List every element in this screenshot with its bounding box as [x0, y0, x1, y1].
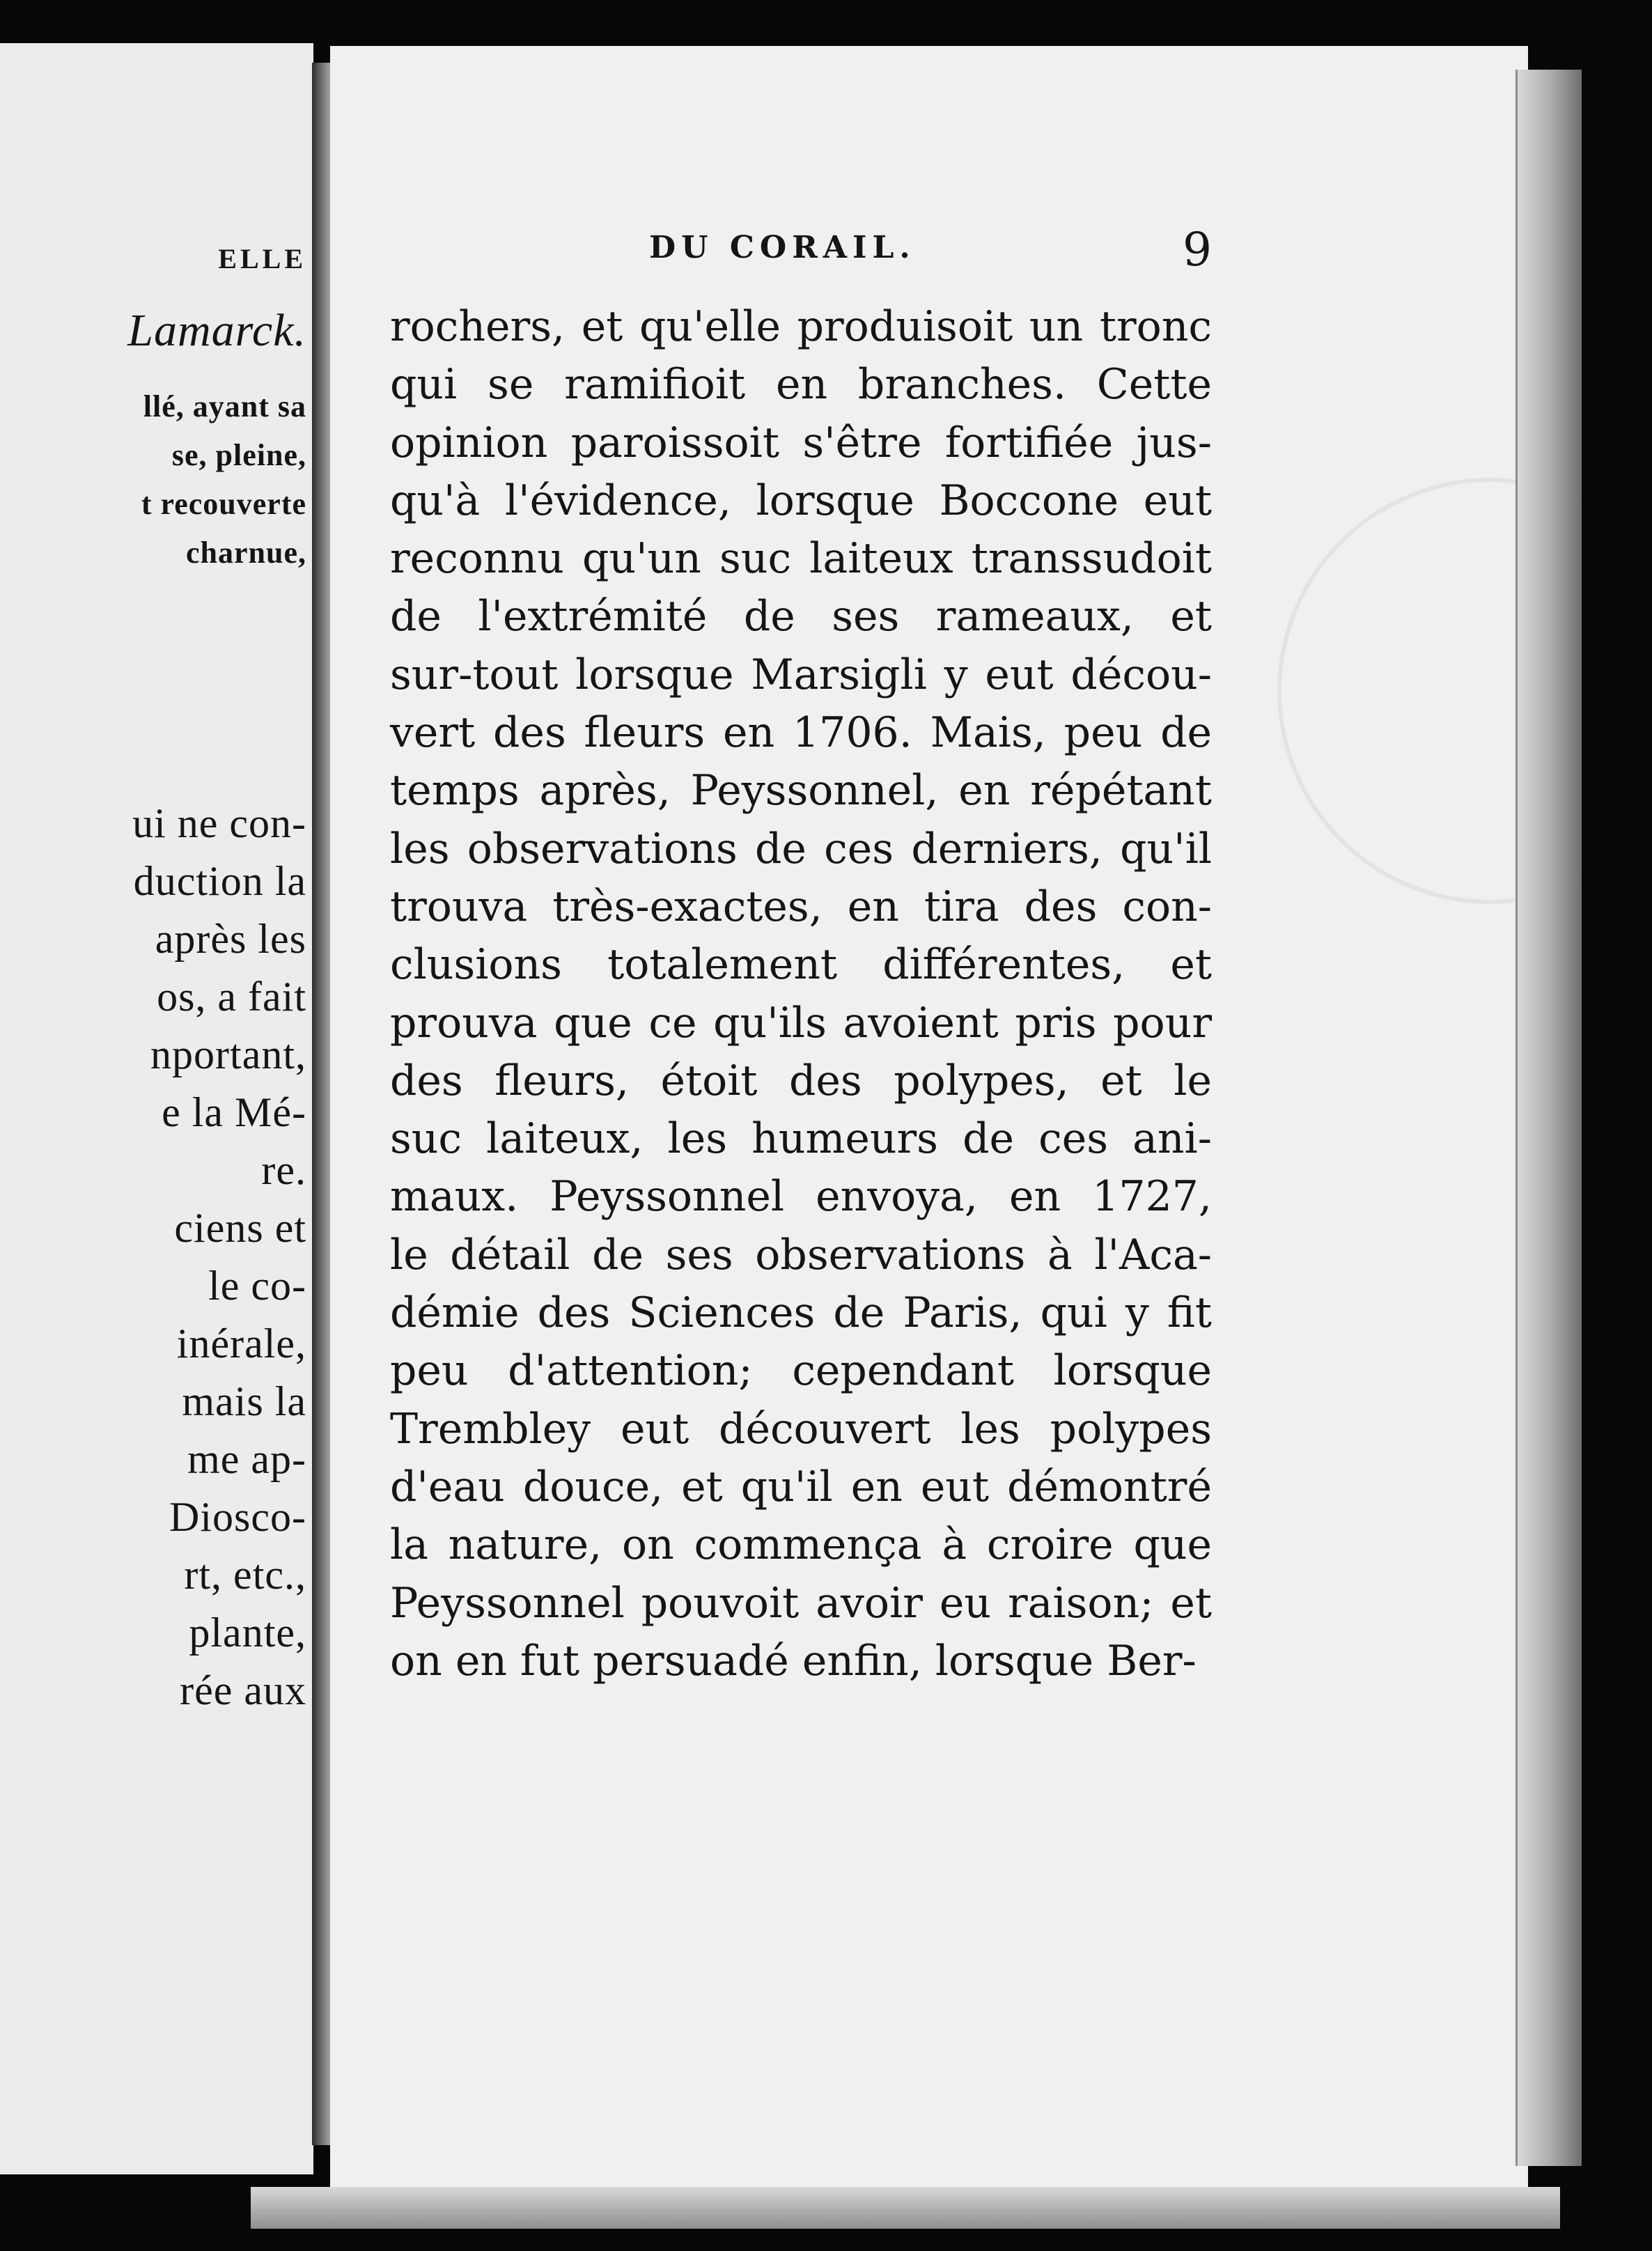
left-text-line: nportant,: [150, 1031, 306, 1077]
left-text-line: rt, etc.,: [184, 1552, 306, 1598]
left-text-line: t recouverte: [141, 487, 306, 521]
left-page-lines: [0, 43, 313, 2174]
left-text-line: os, a fait: [157, 974, 306, 1020]
left-text-line: plante,: [189, 1610, 306, 1656]
text-line: temps après, Peyssonnel, en répétant: [390, 766, 1212, 816]
text-line: rochers, et qu'elle produisoit un tronc: [390, 302, 1212, 351]
left-text-line: llé, ayant sa: [143, 389, 306, 423]
text-line: on en fut persuadé enfin, lorsque Ber-: [390, 1636, 1197, 1685]
left-text-line: après les: [155, 916, 306, 962]
left-text-line: duction la: [133, 858, 306, 904]
text-line: prouva que ce qu'ils avoient pris pour: [390, 998, 1212, 1047]
text-line: qui se ramifioit en branches. Cette: [390, 360, 1212, 410]
running-head: DU CORAIL.: [649, 230, 916, 265]
text-line: le détail de ses observations à l'Aca-: [390, 1230, 1212, 1279]
left-text-line: le co-: [208, 1263, 306, 1309]
faded-library-stamp: [1277, 478, 1652, 904]
left-text-line: e la Mé-: [162, 1089, 306, 1135]
page-edge: [1515, 70, 1582, 2166]
text-line: reconnu qu'un suc laiteux transsudoit: [390, 534, 1212, 584]
text-line: les observations de ces derniers, qu'il: [390, 824, 1212, 873]
text-line: suc laiteux, les humeurs de ces ani-: [390, 1114, 1212, 1164]
left-text-line: re.: [261, 1147, 306, 1193]
text-line: la nature, on commença à croire que: [390, 1520, 1212, 1570]
text-line: opinion paroissoit s'être fortifiée jus-: [390, 418, 1212, 467]
left-text-line: Diosco-: [169, 1494, 306, 1540]
left-text-line: ciens et: [174, 1205, 306, 1251]
left-text-line: charnue,: [186, 536, 306, 570]
text-line: de l'extrémité de ses rameaux, et: [390, 592, 1212, 641]
left-text-line: se, pleine,: [171, 438, 306, 472]
left-text-line: ui ne con-: [132, 800, 306, 846]
text-line: qu'à l'évidence, lorsque Boccone eut: [390, 476, 1212, 525]
text-line: trouva très-exactes, en tira des con-: [390, 882, 1212, 931]
left-text-line: Lamarck.: [127, 305, 306, 356]
text-line: démie des Sciences de Paris, qui y fit: [390, 1288, 1212, 1338]
page-bottom-edge: [251, 2187, 1560, 2229]
text-line: vert des fleurs en 1706. Mais, peu de: [390, 708, 1212, 758]
text-line: peu d'attention; cependant lorsque: [390, 1346, 1212, 1396]
left-page-fragment: [0, 43, 313, 2174]
left-text-line: inérale,: [176, 1321, 306, 1366]
body-text: [390, 298, 1212, 1690]
text-line: sur-tout lorsque Marsigli y eut décou-: [390, 650, 1212, 699]
text-line: d'eau douce, et qu'il en eut démontré: [390, 1462, 1212, 1511]
text-line: Peyssonnel pouvoit avoir eu raison; et: [390, 1578, 1212, 1628]
left-text-line: mais la: [182, 1378, 306, 1424]
left-text-line: rée aux: [180, 1667, 306, 1713]
text-line: Trembley eut découvert les polypes: [390, 1404, 1212, 1454]
text-line: clusions totalement différentes, et: [390, 940, 1212, 990]
page-number: 9: [1183, 223, 1212, 276]
left-text-line: me ap-: [187, 1436, 306, 1482]
left-running-head-fragment: ELLE: [218, 243, 306, 274]
text-line: maux. Peyssonnel envoya, en 1727,: [390, 1172, 1212, 1222]
text-line: des fleurs, étoit des polypes, et le: [390, 1056, 1212, 1105]
page-header: [390, 223, 1212, 286]
